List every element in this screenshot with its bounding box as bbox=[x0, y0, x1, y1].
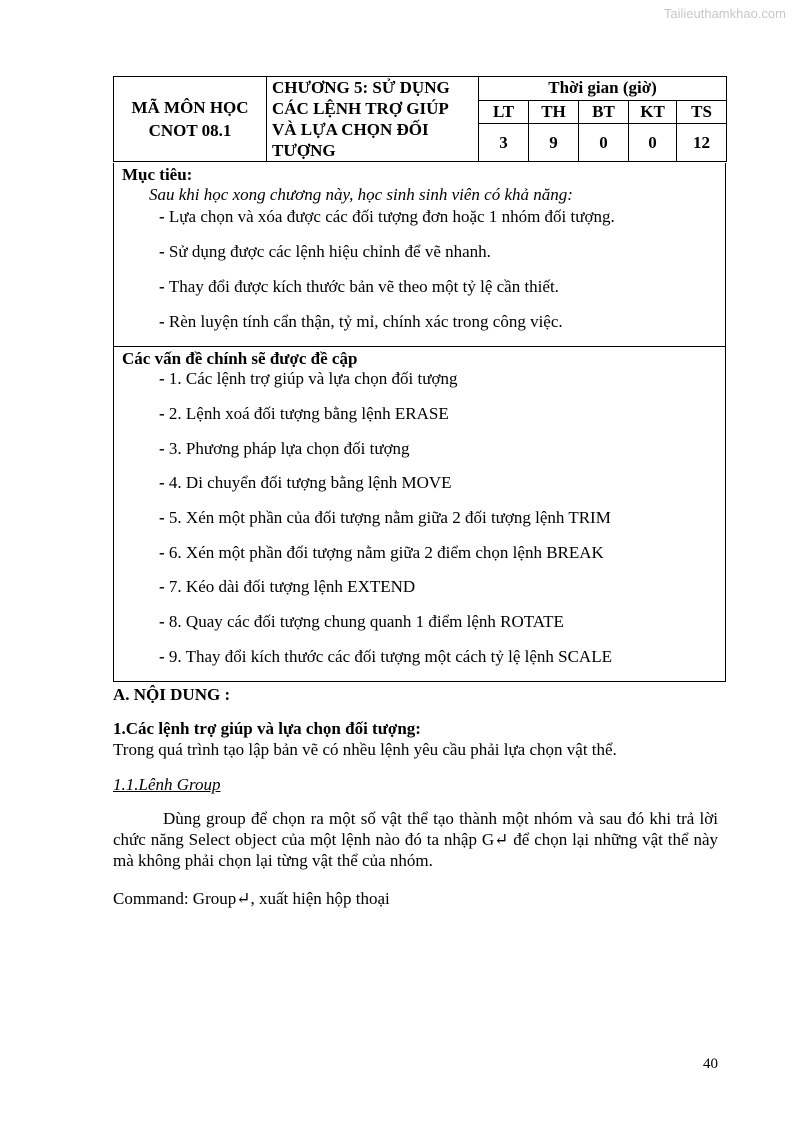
objectives-box bbox=[113, 163, 726, 347]
section-a-heading: A. NỘI DUNG : bbox=[113, 685, 231, 704]
col-lt: LT bbox=[479, 100, 529, 124]
course-code-value: CNOT 08.1 bbox=[148, 121, 232, 140]
paragraph-group bbox=[113, 808, 718, 871]
topics-title: Các vấn đề chính sẽ được đề cập bbox=[122, 349, 358, 368]
course-code-cell bbox=[114, 77, 267, 162]
value-lt: 3 bbox=[479, 124, 529, 162]
heading-1: 1.Các lệnh trợ giúp và lựa chọn đối tượng: bbox=[113, 719, 421, 738]
objective-item: - Rèn luyện tính cẩn thận, tỷ mỉ, chính xác trong công việc. bbox=[159, 312, 563, 331]
paragraph-group-text: Dùng group để chọn ra một số vật thể tạo thành một nhóm và sau đó khi trả lời chức năng Select object của một lệnh nào đó ta nhập G↵ để chọn lại những vật thể này mà không phải chọn lại từng vật thể của nhóm. bbox=[113, 809, 718, 870]
col-ts: TS bbox=[677, 100, 727, 124]
topic-item: - 5. Xén một phần của đối tượng nằm giữa 2 đối tượng lệnh TRIM bbox=[159, 508, 611, 527]
topic-item: - 8. Quay các đối tượng chung quanh 1 điểm lệnh ROTATE bbox=[159, 612, 564, 631]
topic-item: - 1. Các lệnh trợ giúp và lựa chọn đối tượng bbox=[159, 369, 458, 388]
topic-item: - 7. Kéo dài đối tượng lệnh EXTEND bbox=[159, 577, 416, 596]
chapter-title-line: TƯỢNG bbox=[272, 141, 336, 160]
chapter-title-line: CÁC LỆNH TRỢ GIÚP bbox=[272, 99, 449, 118]
objective-item: - Sử dụng được các lệnh hiệu chỉnh để vẽ nhanh. bbox=[159, 242, 491, 261]
objective-item: - Thay đổi được kích thước bản vẽ theo một tỷ lệ cần thiết. bbox=[159, 277, 559, 296]
page-number: 40 bbox=[703, 1056, 718, 1072]
command-line: Command: Group↵, xuất hiện hộp thoại bbox=[113, 889, 390, 908]
time-header: Thời gian (giờ) bbox=[479, 77, 727, 101]
watermark: Tailieuthamkhao.com bbox=[663, 6, 786, 21]
course-code-label: MÃ MÔN HỌC bbox=[131, 98, 249, 117]
topic-item: - 6. Xén một phần đối tượng nằm giữa 2 điểm chọn lệnh BREAK bbox=[159, 543, 604, 562]
col-bt: BT bbox=[579, 100, 629, 124]
subheading-group: 1.1.Lênh Group bbox=[113, 775, 221, 794]
topic-item: - 3. Phương pháp lựa chọn đối tượng bbox=[159, 439, 410, 458]
col-kt: KT bbox=[629, 100, 677, 124]
chapter-title-cell bbox=[267, 77, 479, 162]
col-th: TH bbox=[529, 100, 579, 124]
value-kt: 0 bbox=[629, 124, 677, 162]
topics-box bbox=[113, 346, 726, 682]
value-bt: 0 bbox=[579, 124, 629, 162]
topic-item: - 4. Di chuyển đối tượng bằng lệnh MOVE bbox=[159, 473, 452, 492]
objectives-intro: Sau khi học xong chương này, học sinh sinh viên có khả năng: bbox=[149, 185, 573, 204]
value-th: 9 bbox=[529, 124, 579, 162]
chapter-title-line: CHƯƠNG 5: SỬ DỤNG bbox=[272, 78, 450, 97]
course-header-table bbox=[113, 76, 727, 162]
value-ts: 12 bbox=[677, 124, 727, 162]
topic-item: - 2. Lệnh xoá đối tượng bằng lệnh ERASE bbox=[159, 404, 449, 423]
objectives-title: Mục tiêu: bbox=[122, 165, 193, 184]
paragraph-1: Trong quá trình tạo lập bản vẽ có nhều lệnh yêu cầu phải lựa chọn vật thể. bbox=[113, 740, 617, 759]
objective-item: - Lựa chọn và xóa được các đối tượng đơn hoặc 1 nhóm đối tượng. bbox=[159, 207, 615, 226]
topic-item: - 9. Thay đổi kích thước các đối tượng một cách tỷ lệ lệnh SCALE bbox=[159, 647, 612, 666]
chapter-title-line: VÀ LỰA CHỌN ĐỐI bbox=[272, 120, 429, 139]
